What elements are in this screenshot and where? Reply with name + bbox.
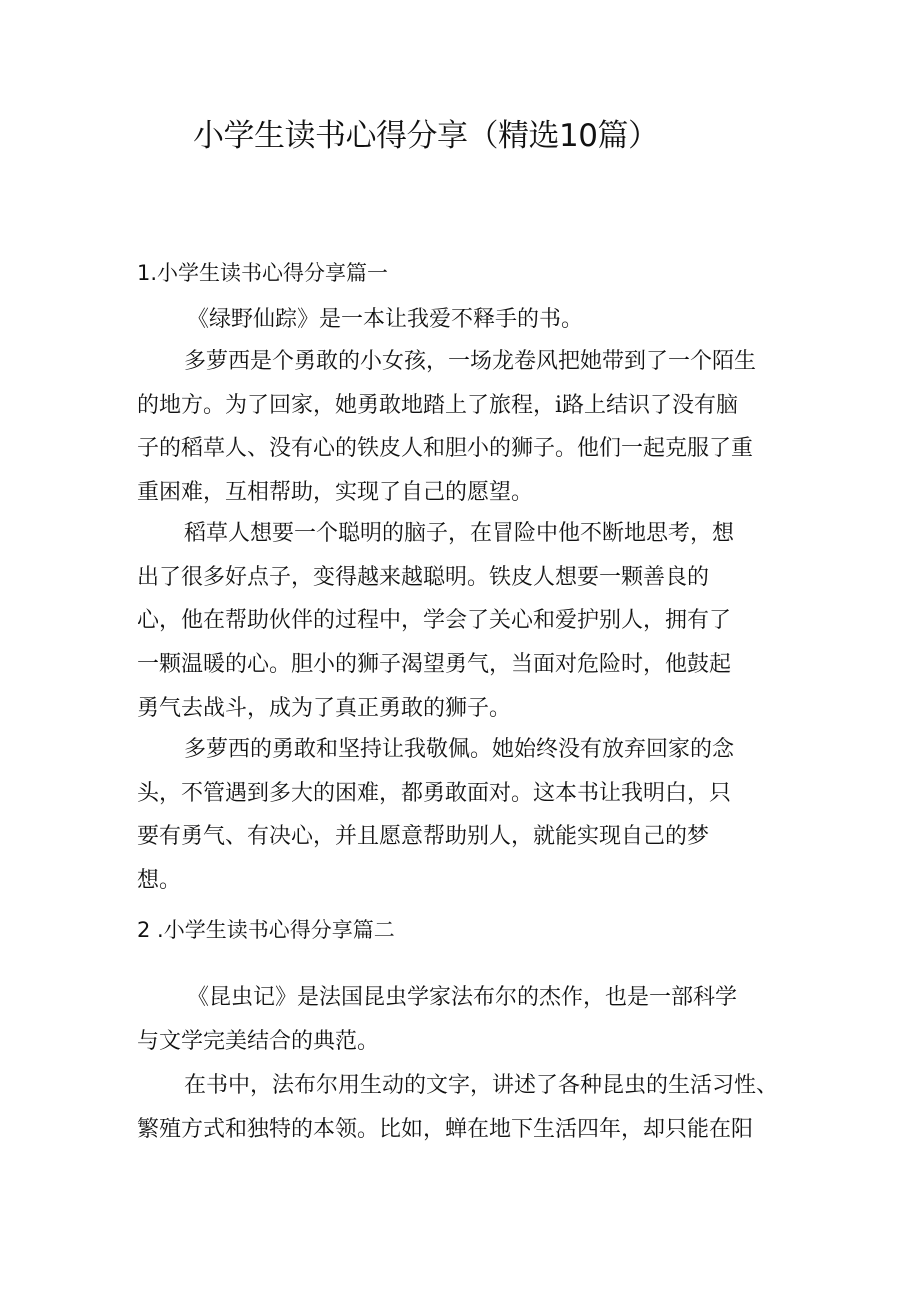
text-line: 稻草人想要一个聪明的脑子，在冒险中他不断地思考，想 [184,521,735,546]
text-line: 要有勇气、有决心，并且愿意帮助别人，就能实现自己的梦 [137,824,710,850]
text-line: 一颗温暖的心。胆小的狮子渴望勇气，当面对危险时，他鼓起 [137,652,732,678]
paragraph [137,976,787,1063]
text-line: 重困难，互相帮助，实现了自己的愿望。 [137,480,534,506]
paragraph [137,728,787,903]
text-line: 《绿野仙踪》是一本让我爱不释手的书。 [187,307,584,332]
section-heading: 2 .小学生读书心得分享篇二 [137,918,395,942]
document-title: 小学生读书心得分享（精选10篇） [193,118,659,154]
paragraph [137,512,787,731]
text-line: 想。 [137,868,182,894]
text-line: 的地方。为了回家，她勇敢地踏上了旅程，i路上结识了没有脑 [137,392,739,418]
text-line: 子的稻草人、没有心的铁皮人和胆小的狮子。他们一起克服了重 [137,436,754,462]
text-line: 在书中，法布尔用生动的文字，讲述了各种昆虫的生活习性、 [184,1073,779,1098]
text-line: 头，不管遇到多大的困难，都勇敢面对。这本书让我明白，只 [137,780,732,806]
paragraph [137,1064,787,1151]
paragraph [137,340,787,515]
paragraph [137,298,787,342]
text-line: 繁殖方式和独特的本领。比如，蝉在地下生活四年，却只能在阳 [137,1116,754,1142]
text-line: 心，他在帮助伙伴的过程中，学会了关心和爱护别人，拥有了 [137,608,732,634]
text-line: 勇气去战斗，成为了真正勇敢的狮子。 [137,695,512,721]
text-line: 《昆虫记》是法国昆虫学家法布尔的杰作，也是一部科学 [187,985,738,1010]
text-line: 出了很多好点子，变得越来越聪明。铁皮人想要一颗善良的 [137,564,710,590]
section-heading: 1.小学生读书心得分享篇一 [137,261,389,285]
text-line: 多萝西的勇敢和坚持让我敬佩。她始终没有放弃回家的念 [184,737,735,762]
text-line: 多萝西是个勇敢的小女孩，一场龙卷风把她带到了一个陌生 [184,349,757,374]
text-line: 与文学完美结合的典范。 [137,1028,380,1054]
